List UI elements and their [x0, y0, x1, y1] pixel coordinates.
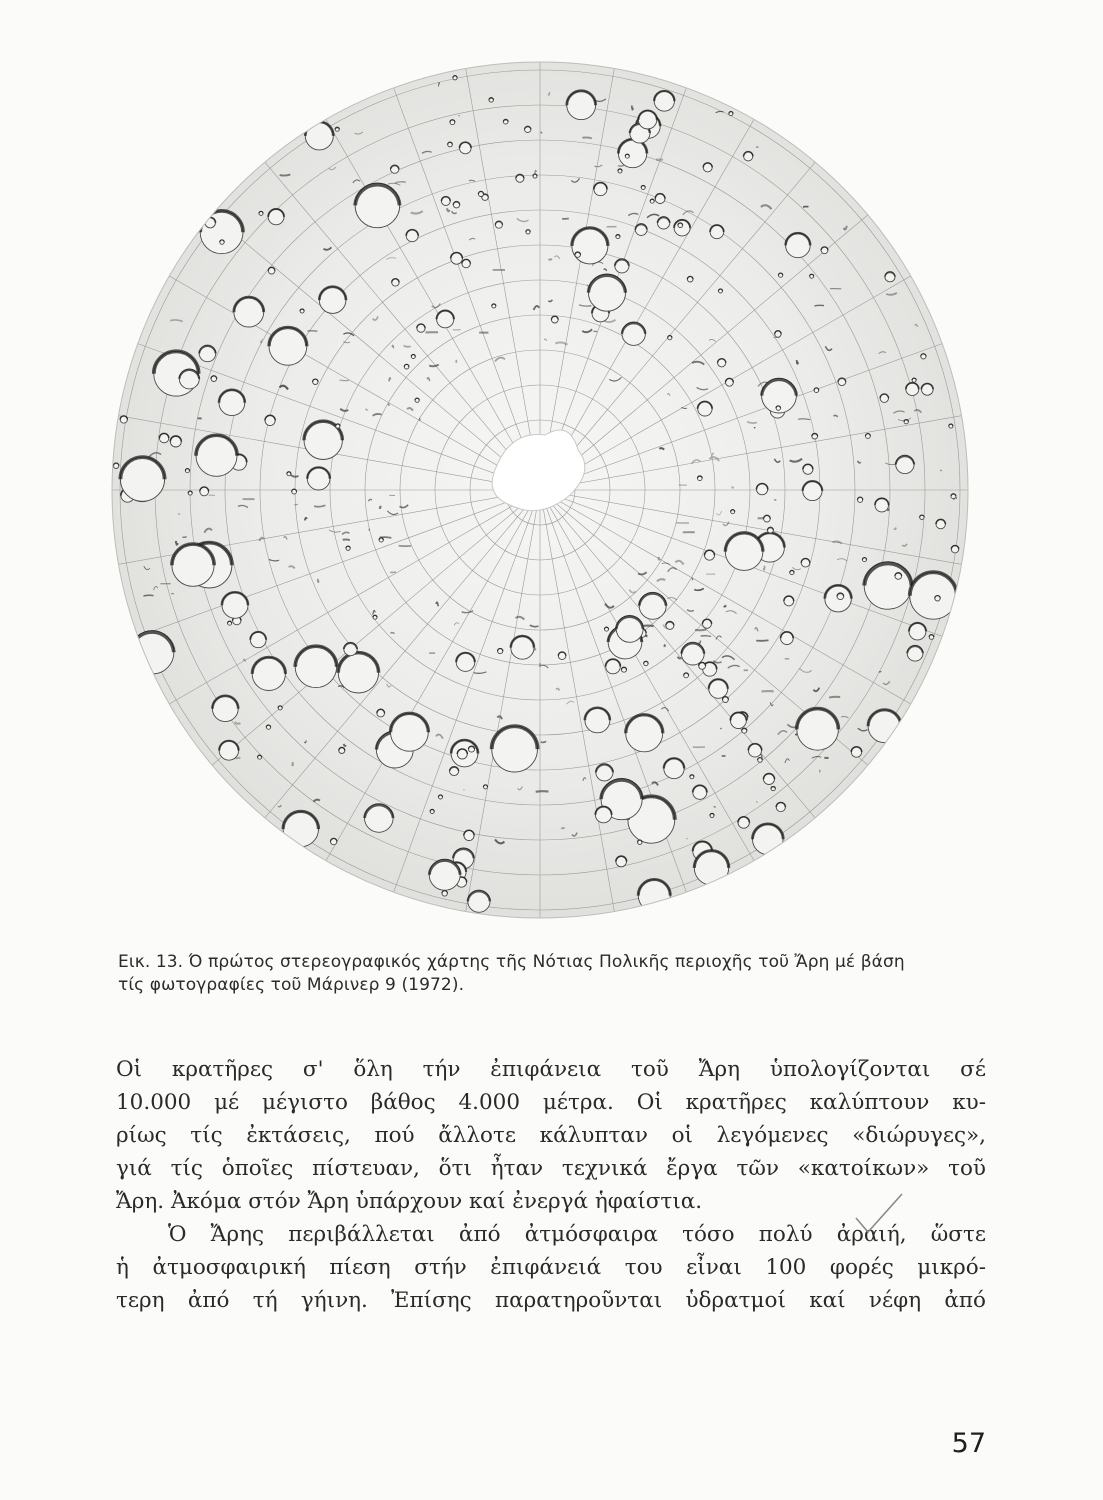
crater — [295, 646, 337, 687]
crater — [862, 558, 866, 562]
crater — [453, 201, 460, 208]
crater — [644, 661, 648, 665]
crater — [484, 785, 488, 789]
crater — [572, 228, 608, 264]
body-line: Ὁ Ἄρης περιβάλλεται ἀπό ἀτμόσφαιρα τόσο πολύ ἀραιή, ὥστε — [168, 1222, 986, 1247]
crater — [949, 424, 953, 428]
crater — [742, 728, 747, 733]
crater — [172, 544, 214, 586]
crater — [622, 322, 645, 345]
crater — [605, 627, 609, 631]
terrain-stroke — [829, 697, 840, 698]
crater — [442, 891, 448, 896]
crater — [457, 749, 467, 759]
crater — [179, 369, 199, 389]
crater — [468, 746, 474, 752]
crater — [250, 632, 266, 648]
crater — [331, 838, 337, 844]
crater — [319, 287, 346, 314]
crater — [821, 247, 828, 254]
crater — [585, 708, 610, 733]
terrain-stroke — [582, 137, 591, 138]
crater — [346, 546, 350, 550]
crater — [616, 616, 643, 643]
crater — [377, 709, 385, 717]
crater — [699, 662, 706, 669]
crater — [723, 697, 729, 703]
crater — [355, 183, 400, 228]
crater — [456, 653, 475, 672]
crater — [615, 259, 629, 273]
crater — [450, 766, 459, 775]
crater — [220, 240, 224, 244]
crater — [625, 154, 629, 158]
crater — [437, 311, 454, 328]
crater — [880, 394, 888, 402]
terrain-stroke — [380, 506, 381, 508]
crater — [725, 533, 763, 571]
crater — [575, 252, 581, 258]
crater — [200, 487, 209, 496]
crater — [335, 127, 339, 131]
crater — [259, 211, 263, 215]
body-line: Οἱ κρατῆρες σ' ὅλη τήν ἐπιφάνεια τοῦ Ἄρη ὑπολογίζονται σέ — [116, 1057, 986, 1082]
crater — [222, 592, 248, 618]
crater — [655, 194, 665, 204]
crater — [729, 112, 733, 116]
crater — [305, 122, 333, 150]
body-line: τερη ἀπό τή γήινη. Ἐπίσης παρατηροῦνται ὑδρατμοί καί νέφη ἀπό — [116, 1288, 986, 1313]
crater — [786, 233, 811, 258]
crater — [498, 649, 503, 654]
crater — [283, 811, 318, 846]
crater — [441, 197, 450, 206]
figure-caption — [118, 951, 998, 997]
crater — [391, 713, 429, 751]
crater — [775, 331, 782, 337]
crater — [779, 273, 783, 277]
crater — [365, 804, 394, 833]
crater — [866, 434, 871, 439]
crater — [339, 748, 345, 754]
crater — [211, 376, 217, 382]
crater — [797, 709, 839, 751]
crater — [697, 476, 702, 481]
crater — [731, 510, 735, 514]
crater — [753, 824, 784, 855]
terrain-stroke — [659, 557, 660, 560]
crater — [120, 457, 164, 501]
crater — [594, 183, 607, 196]
crater — [885, 272, 895, 282]
crater — [495, 221, 502, 228]
crater — [439, 795, 443, 799]
caption-line: Εικ. 13. Ό πρώτος στερεογραφικός χάρτης τῆς Νότιας Πολικῆς περιοχῆς τοῦ Ἄρη μέ βάση — [118, 952, 905, 972]
terrain-stroke — [536, 791, 549, 792]
body-line: γιά τίς ὁποῖες πίστευαν, ὅτι ἦταν τεχνικά ἔργα τῶν «κατοίκων» τοῦ — [116, 1156, 986, 1181]
crater — [618, 139, 647, 167]
crater — [801, 559, 810, 568]
crater — [710, 813, 714, 817]
terrain-stroke — [644, 626, 654, 627]
crater — [718, 359, 726, 367]
terrain-stroke — [280, 174, 291, 175]
terrain-stroke — [714, 806, 716, 807]
crater — [810, 274, 814, 278]
crater — [668, 336, 672, 340]
crater — [268, 209, 284, 225]
body-line: ρίως τίς ἐκτάσεις, πού ἄλλοτε κάλυπταν οἱ λεγόμενες «διώρυγες», — [116, 1123, 986, 1148]
crater — [313, 379, 318, 384]
crater — [616, 856, 627, 867]
crater — [411, 355, 415, 359]
crater — [269, 327, 307, 365]
crater — [185, 469, 189, 473]
crater — [875, 498, 889, 512]
crater — [726, 378, 734, 386]
crater — [492, 726, 538, 772]
crater — [687, 276, 693, 282]
crater — [558, 652, 566, 660]
crater — [814, 388, 819, 393]
crater — [641, 186, 645, 190]
crater — [650, 199, 654, 203]
crater — [113, 463, 119, 468]
crater — [234, 297, 264, 327]
crater — [460, 142, 472, 154]
crater — [868, 710, 901, 743]
crater — [781, 632, 794, 645]
crater — [170, 436, 181, 447]
crater — [771, 786, 775, 790]
terrain-stroke — [701, 636, 711, 637]
crater — [709, 679, 728, 698]
terrain-stroke — [548, 259, 552, 260]
crater — [936, 519, 945, 528]
crater — [219, 741, 238, 760]
crater — [776, 406, 781, 410]
crater — [468, 890, 490, 912]
crater — [511, 636, 534, 659]
crater — [951, 545, 959, 552]
crater — [764, 515, 771, 522]
crater — [664, 758, 684, 778]
terrain-stroke — [879, 672, 881, 673]
crater — [758, 758, 763, 763]
crater — [784, 596, 794, 606]
crater — [526, 230, 530, 234]
crater — [626, 715, 663, 752]
crater — [904, 419, 908, 423]
pencil-checkmark-icon — [850, 1188, 910, 1248]
crater — [567, 91, 596, 120]
crater — [730, 713, 746, 729]
crater — [703, 619, 712, 628]
crater — [738, 817, 749, 828]
crater — [373, 615, 377, 619]
terrain-stroke — [593, 331, 597, 332]
crater — [618, 169, 622, 173]
crater — [417, 324, 425, 332]
body-line: Ἄρη. Ἀκόμα στόν Ἄρη ὑπάρχουν καί ἐνεργά ἡφαίστια. — [116, 1189, 703, 1214]
crater — [430, 809, 434, 813]
crater — [379, 538, 383, 542]
body-line: 10.000 μέ μέγιστο βάθος 4.000 μέτρα. Οἱ κρατῆρες καλύπτουν κυ- — [116, 1090, 986, 1115]
crater — [478, 191, 483, 196]
crater — [205, 217, 216, 227]
crater — [666, 621, 674, 629]
crater — [588, 274, 625, 311]
crater — [448, 142, 453, 147]
terrain-stroke — [143, 595, 153, 596]
terrain-stroke — [391, 633, 395, 634]
crater — [338, 653, 378, 693]
terrain-stroke — [756, 640, 768, 641]
crater — [404, 364, 409, 369]
crater — [951, 494, 956, 499]
crater — [748, 744, 761, 757]
crater — [266, 725, 270, 729]
crater — [719, 289, 723, 293]
crater — [744, 152, 753, 161]
crater — [896, 455, 914, 473]
crater — [921, 354, 926, 359]
crater — [864, 562, 911, 609]
crater — [681, 642, 704, 665]
crater — [228, 621, 232, 625]
crater — [596, 764, 613, 781]
crater — [336, 424, 340, 428]
crater — [635, 224, 647, 236]
terrain-stroke — [343, 540, 350, 541]
crater — [639, 592, 666, 619]
crater — [258, 755, 262, 759]
crater — [525, 126, 531, 132]
crater — [935, 596, 940, 601]
crater — [268, 267, 275, 274]
crater — [698, 402, 713, 416]
crater — [921, 384, 933, 396]
body-line: ἡ ἀτμοσφαιρική πίεση στήν ἐπιφάνειά του εἶναι 100 φορές μικρό- — [116, 1255, 986, 1280]
crater — [120, 416, 127, 423]
crater — [684, 673, 689, 678]
crater — [929, 635, 934, 640]
crater — [516, 174, 524, 182]
page-number: 57 — [951, 1428, 986, 1459]
crater — [638, 111, 657, 129]
crater — [920, 515, 924, 519]
crater — [812, 433, 818, 439]
crater — [638, 880, 670, 912]
crater — [252, 657, 285, 690]
crater — [196, 435, 237, 476]
crater — [131, 631, 174, 674]
crater — [200, 211, 243, 254]
crater — [462, 259, 471, 267]
crater — [678, 223, 683, 228]
crater — [906, 383, 919, 396]
crater — [451, 253, 463, 265]
crater — [757, 484, 768, 495]
crater — [767, 527, 773, 533]
terrain-stroke — [340, 380, 349, 381]
crater — [803, 481, 823, 500]
crater — [909, 623, 926, 640]
crater — [705, 550, 715, 560]
crater — [838, 378, 846, 386]
crater — [895, 573, 902, 580]
crater — [392, 279, 399, 286]
crater — [764, 774, 775, 785]
crater — [693, 785, 707, 799]
crater — [654, 91, 674, 111]
crater — [265, 415, 275, 425]
crater — [453, 76, 457, 80]
crater — [212, 696, 238, 722]
crater — [278, 706, 282, 710]
crater — [429, 859, 460, 890]
crater — [406, 230, 418, 242]
crater — [912, 378, 916, 382]
crater — [533, 174, 537, 178]
crater — [492, 304, 496, 308]
crater — [287, 472, 291, 476]
crater — [159, 433, 168, 442]
terrain-stroke — [307, 331, 317, 332]
crater — [616, 234, 620, 238]
crater — [415, 398, 419, 402]
crater — [790, 570, 794, 574]
crater — [595, 807, 611, 823]
crater — [464, 830, 474, 840]
mars-south-polar-map-icon — [100, 50, 980, 930]
crater — [638, 840, 642, 844]
terrain-stroke — [764, 566, 765, 570]
crater — [803, 464, 813, 474]
crater — [621, 667, 626, 672]
crater — [907, 645, 923, 661]
crater — [307, 467, 330, 490]
crater — [694, 851, 728, 885]
crater — [391, 165, 399, 173]
crater — [837, 593, 844, 600]
crater — [657, 217, 669, 229]
terrain-stroke — [814, 305, 824, 306]
crater — [219, 390, 245, 416]
crater — [674, 220, 690, 236]
crater — [188, 491, 192, 495]
crater — [551, 316, 558, 323]
crater — [690, 775, 694, 779]
terrain-stroke — [183, 537, 187, 538]
crater — [450, 120, 455, 125]
terrain-stroke — [561, 828, 564, 829]
crater — [776, 802, 785, 811]
crater — [300, 309, 304, 313]
crater — [292, 489, 297, 494]
crater — [703, 163, 712, 172]
crater — [199, 345, 216, 362]
body-paragraphs — [116, 1053, 986, 1317]
terrain-stroke — [731, 487, 733, 488]
crater — [344, 642, 357, 655]
crater — [851, 747, 861, 757]
crater — [489, 98, 494, 103]
crater — [710, 225, 724, 239]
crater — [858, 497, 863, 502]
caption-line: τίς φωτογραφίες τοῦ Μάρινερ 9 (1972). — [118, 975, 465, 995]
terrain-stroke — [695, 629, 706, 630]
mars-south-polar-map — [100, 50, 980, 930]
crater — [503, 119, 508, 124]
crater — [606, 659, 621, 674]
